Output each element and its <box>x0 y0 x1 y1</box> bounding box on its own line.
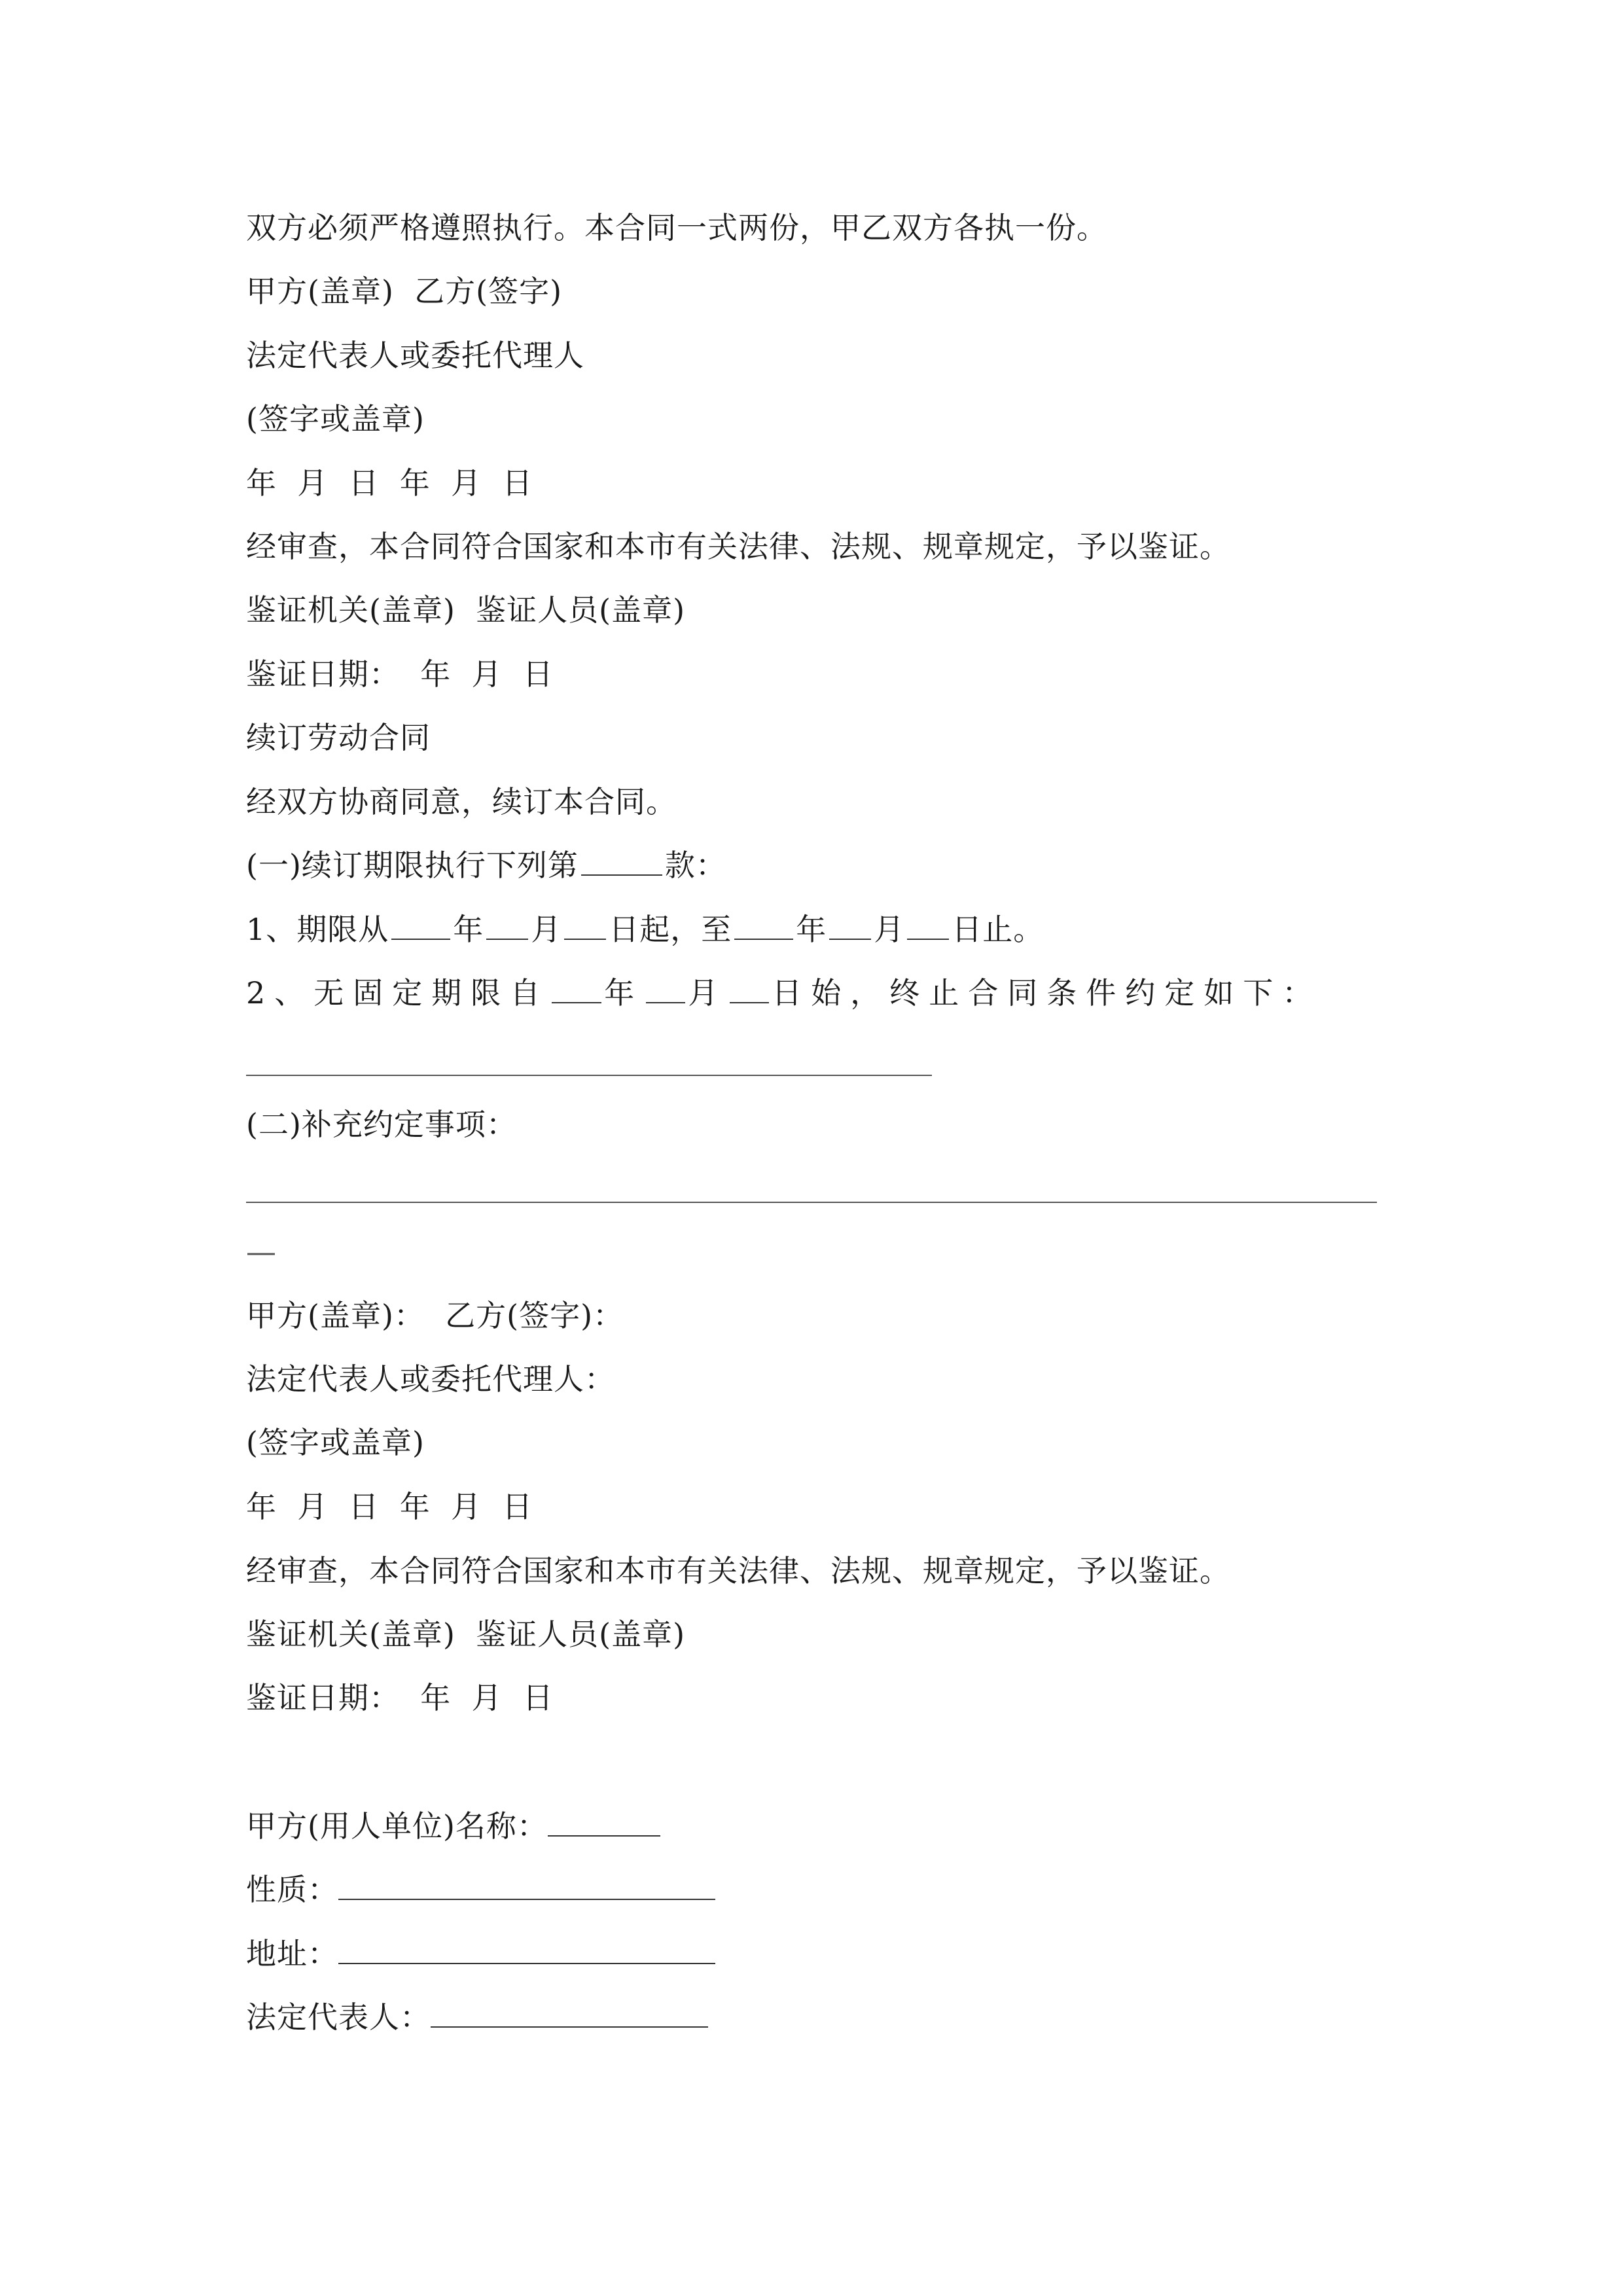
blank-field[interactable] <box>486 910 528 940</box>
term-text: 1、期限从 <box>246 912 389 947</box>
verification-statement: 经审查，本合同符合国家和本市有关法律、法规、规章规定，予以鉴证。 <box>246 529 1230 564</box>
blank-field[interactable] <box>552 973 601 1003</box>
signature-parties: 甲方(盖章) 乙方(签字) <box>246 274 563 309</box>
verification-date-line: 鉴证日期： 年 月 日 <box>246 656 554 692</box>
term-text: 日止。 <box>952 912 1044 947</box>
section-title: 续订劳动合同 <box>246 720 431 755</box>
open-term-line <box>246 973 1321 1013</box>
field-label: 甲方(用人单位)名称： <box>246 1808 548 1844</box>
term-text: 日起，至 <box>609 912 732 947</box>
term-text: 2、无固定期限自 <box>246 975 550 1011</box>
termination-conditions-line[interactable] <box>246 1075 932 1076</box>
term-text: 年 <box>604 975 644 1011</box>
clause-text: (一)续订期限执行下列第 <box>246 848 579 883</box>
sign-or-seal-label: (签字或盖章) <box>246 401 425 437</box>
legal-rep-field[interactable] <box>431 1998 708 2028</box>
employer-name-row <box>246 1806 660 1846</box>
term-text: 月 <box>874 912 905 947</box>
term-text: 月 <box>688 975 728 1011</box>
fixed-term-line <box>246 910 1044 949</box>
term-text: 年 <box>453 912 484 947</box>
term-text: 日始，终止合同条件约定如下： <box>772 975 1322 1011</box>
employer-name-field[interactable] <box>548 1806 660 1837</box>
legal-rep-row <box>246 1998 708 2037</box>
field-label: 性质： <box>246 1872 338 1907</box>
signature-parties-2: 甲方(盖章)： 乙方(签字)： <box>246 1298 624 1333</box>
field-label: 法定代表人： <box>246 2000 431 2035</box>
legal-representative-label: 法定代表人或委托代理人 <box>246 338 584 373</box>
field-label: 地址： <box>246 1936 338 1971</box>
renewal-term-clause <box>246 846 726 885</box>
date-line: 年 月 日 年 月 日 <box>246 465 533 501</box>
blank-field[interactable] <box>646 973 685 1003</box>
blank-field[interactable] <box>829 910 871 940</box>
blank-field[interactable] <box>564 910 606 940</box>
clause-text: 款： <box>664 848 726 883</box>
term-text: 年 <box>796 912 827 947</box>
paragraph-execution: 双方必须严格遵照执行。本合同一式两份，甲乙双方各执一份。 <box>246 210 1107 245</box>
term-text: 月 <box>531 912 562 947</box>
blank-field[interactable] <box>907 910 949 940</box>
verification-date-line-2: 鉴证日期： 年 月 日 <box>246 1680 554 1715</box>
blank-field[interactable] <box>391 910 450 940</box>
renewal-intro: 经双方协商同意，续订本合同。 <box>246 784 677 819</box>
address-row <box>246 1934 715 1973</box>
nature-field[interactable] <box>338 1870 715 1900</box>
supplementary-line[interactable] <box>246 1202 1377 1203</box>
nature-row <box>246 1870 715 1909</box>
verification-authority-line-2: 鉴证机关(盖章) 鉴证人员(盖章) <box>246 1617 686 1652</box>
blank-field[interactable] <box>730 973 769 1003</box>
blank-field[interactable] <box>734 910 793 940</box>
line-continuation: — <box>246 1234 277 1269</box>
verification-authority-line: 鉴证机关(盖章) 鉴证人员(盖章) <box>246 592 686 628</box>
verification-statement-2: 经审查，本合同符合国家和本市有关法律、法规、规章规定，予以鉴证。 <box>246 1553 1230 1588</box>
blank-field[interactable] <box>581 846 662 876</box>
sign-or-seal-label-2: (签字或盖章) <box>246 1425 425 1460</box>
date-line-2: 年 月 日 年 月 日 <box>246 1489 533 1524</box>
legal-representative-label-2: 法定代表人或委托代理人： <box>246 1361 615 1397</box>
supplementary-clause: (二)补充约定事项： <box>246 1107 517 1142</box>
address-field[interactable] <box>338 1934 715 1964</box>
